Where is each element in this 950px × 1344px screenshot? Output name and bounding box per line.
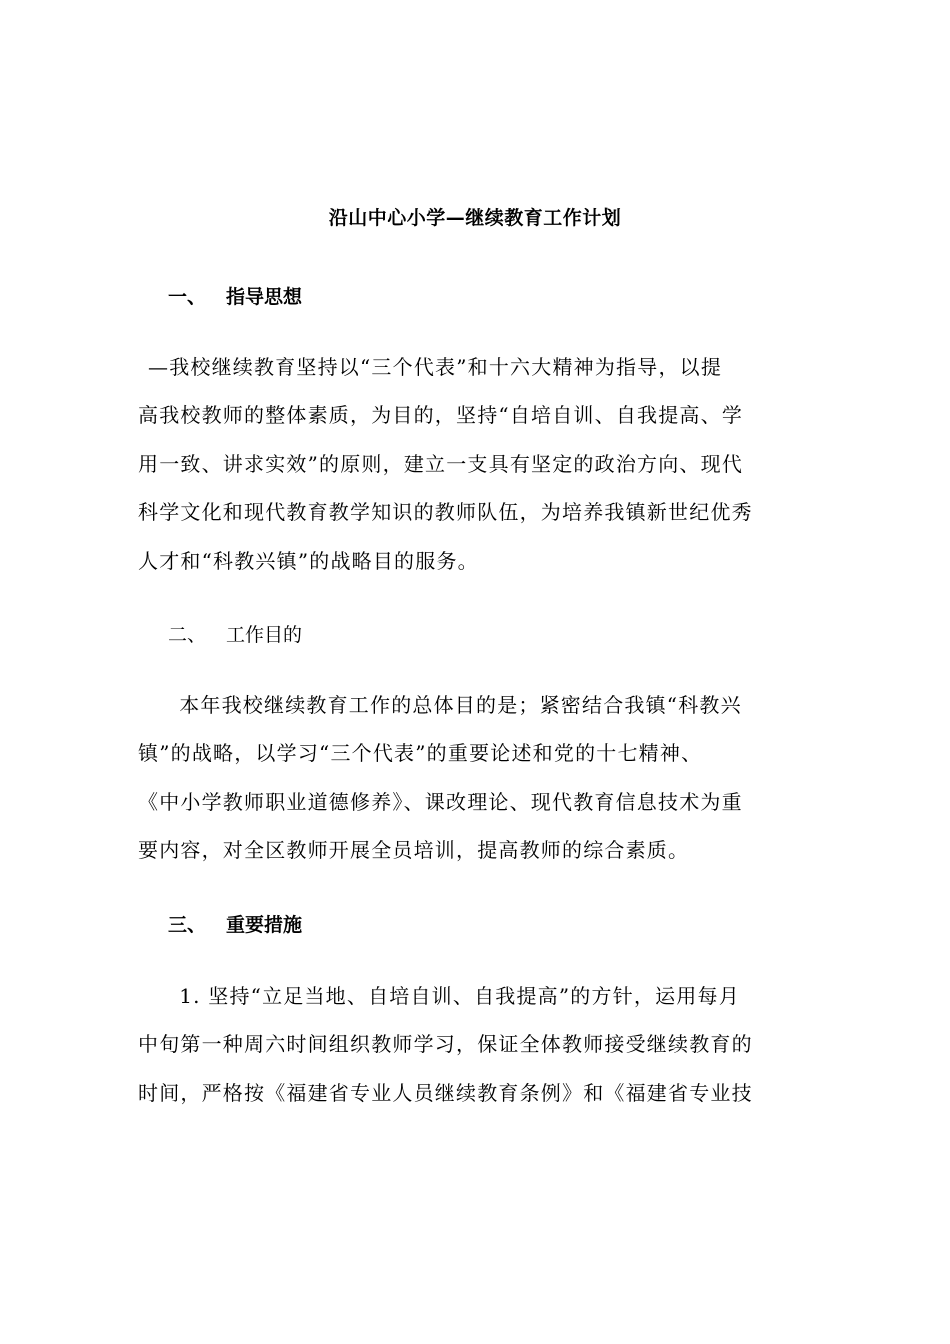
- paragraph-line: 要内容，对全区教师开展全员培训，提高教师的综合素质。: [138, 838, 690, 863]
- paragraph-line: 《中小学教师职业道德修养》、课改理论、现代教育信息技术为重: [138, 789, 743, 814]
- paragraph-line: 1. 坚持“立足当地、自培自训、自我提高”的方针，运用每月: [158, 984, 740, 1008]
- paragraph-line: 科学文化和现代教育教学知识的教师队伍，为培养我镇新世纪优秀: [138, 500, 753, 525]
- section-heading-1: [168, 282, 302, 309]
- paragraph-line: 人才和“科教兴镇”的战略目的服务。: [138, 548, 479, 573]
- section-paragraph-1: [138, 343, 808, 585]
- paragraph-line: 中旬第一种周六时间组织教师学习，保证全体教师接受继续教育的: [138, 1032, 753, 1057]
- section-number: 二、: [168, 624, 207, 646]
- paragraph-line: 时间，严格按《福建省专业人员继续教育条例》和《福建省专业技: [138, 1080, 753, 1105]
- section-heading-2: [168, 620, 302, 647]
- section-title: 工作目的: [226, 624, 303, 646]
- section-number: 一、: [168, 286, 207, 308]
- paragraph-line: 镇”的战略，以学习“三个代表”的重要论述和党的十七精神、: [138, 741, 703, 766]
- section-paragraph-3: [138, 972, 808, 1117]
- section-number: 三、: [168, 914, 207, 936]
- section-paragraph-2: [138, 681, 808, 875]
- section-heading-3: [168, 910, 302, 937]
- paragraph-line: —我校继续教育坚持以“三个代表”和十六大精神为指导，以提: [148, 355, 723, 379]
- paragraph-line: 高我校教师的整体素质，为目的，坚持“自培自训、自我提高、学: [138, 403, 744, 428]
- page-title: 沿山中心小学—继续教育工作计划: [328, 207, 622, 229]
- section-title: 重要措施: [226, 914, 303, 936]
- paragraph-line: 用一致、讲求实效”的原则，建立一支具有坚定的政治方向、现代: [138, 451, 744, 476]
- paragraph-line: 本年我校继续教育工作的总体目的是；紧密结合我镇“科教兴: [158, 693, 742, 717]
- section-title: 指导思想: [226, 286, 303, 308]
